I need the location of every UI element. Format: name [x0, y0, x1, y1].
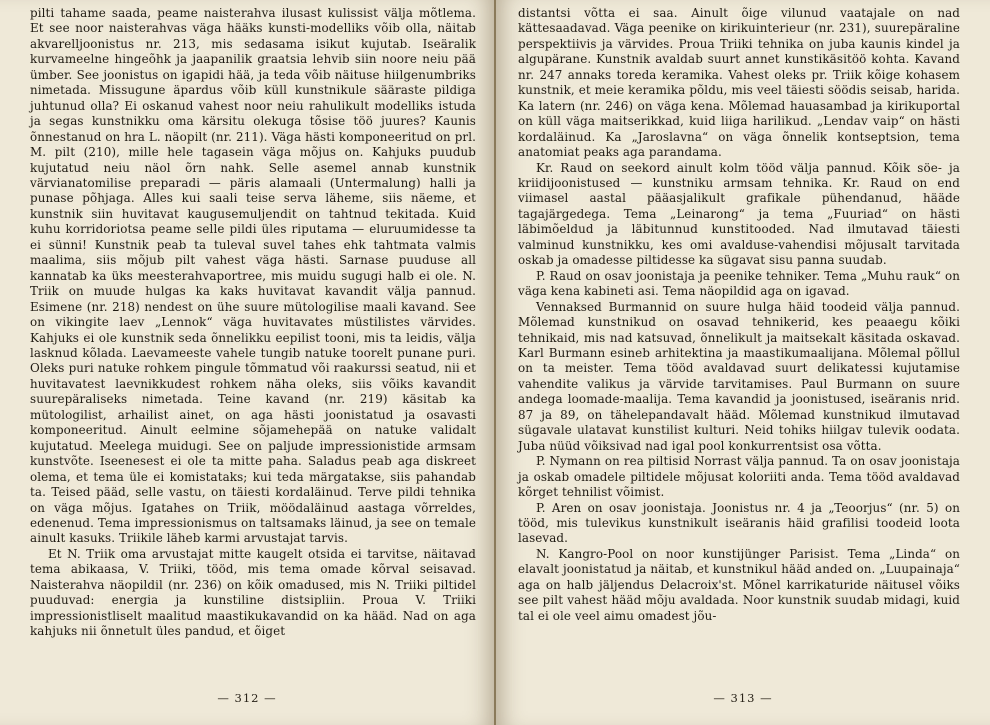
- right-paragraph-4: Vennaksed Burmannid on suure hulga häid toodeid välja pannud. Mõlemad kunstnikud on osavad tehnikerid, kes peaaegu kõiki tehnikaid, mis nad katsuvad, õnnelikult ja maitsekalt käsitada oskavad. Karl Burmann esineb arhitektina ja maastikumaalijana. Mõlemal põllul on ta meister. Tema tööd avaldavad suurt delikatessi kujutamise vahendite valikus ja värvide tarvitamises. Paul Burmann on suure andega loomade-maalija. Tema kavandid ja joonistused, iseäranis nrid. 87 ja 89, on tähelepandavalt hääd. Mõlemad kunstnikud ilmutavad sügavale ulatavat kunstilist kulturi. Neid tohiks hiilgav tulevik oodata. Juba nüüd võiksivad nad igal pool konkurrentsist osa võtta.: [518, 299, 960, 453]
- right-paragraph-2: Kr. Raud on seekord ainult kolm tööd välja pannud. Kõik söe- ja kriidijoonistused — kunstniku armsam tehnika. Kr. Raud on end viimasel aastal pääasjalikult grafikale pühendanud, hääde tagajärgedega. Tema „Leinarong“ ja tema „Fuuriad“ on hästi läbimõeldud ja läbitunnud kunstitooded. Nad ilmutavad täiesti valminud kunstnikku, kes omi avalduse-vahendisi mõjusalt tarvitada oskab ja omadesse piltidesse ka sügavat sisu panna suudab.: [518, 160, 960, 268]
- left-paragraph-1: pilti tahame saada, peame naisterahva ilusast kulissist välja mõtlema. Et see noor naisterahvas väga hääks kunsti-modelliks võib olla, näitab akvarelljoonistus nr. 213, mis sedasama isikut kujutab. Iseäralik kurvameelne hingeõhk ja jaapanilik graatsia lehvib siin noore neiu pää ümber. See joonistus on igapidi hää, ja teda võib näituse hiilgenumbriks nimetada. Missugune äpardus võib küll kunstnikule sääraste pildiga juhtunud olla? Ei oskanud vahest noor neiu rahulikult modelliks istuda ja segas kunstnikku oma kärsitu olekuga tõsise töö juures? Kaunis õnnestanud on hra L. näopilt (nr. 211). Väga hästi komponeeritud on prl. M. pilt (210), mille hele tagasein väga mõjus on. Kahjuks puudub kujutatud neiu näol õrn nahk. Selle asemel annab kunstnik värvianatomilise preparadi — päris alamaali (Untermalung) halli ja punase põhjaga. Alles kui saali teise serva läheme, siis näeme, et kunstnik siin huvitavat kaugusemuljendit on tahtnud tekitada. Kuid kuhu korridoriotsa peame selle pildi üles riputama — eluruumidesse ta ei sünni! Kunstnik peab ta tuleval suvel tahes ehk tahtmata valmis maalima, siis mõjub pilt vahest väga hästi. Sarnase puuduse all kannatab ka üks meesterahvaportree, mis muidu sugugi halb ei ole. N. Triik on muude hulgas ka kaks huvitavat kavandit välja pannud. Esimene (nr. 218) nendest on ühe suure mütologilise maali kavand. See on vikingite laev „Lennok“ väga huvitavates müstilistes värvides. Kahjuks ei ole kunstnik seda õnnelikku eepilist tooni, mis ta leidis, välja lasknud kõlada. Laevameeste vahele tungib natuke toorelt punane puri. Oleks puri natuke rohkem pingule tõmmatud või raakurssi seatud, nii et huvitavatest laevnikkudest rohkem näha oleks, siis võiks kavandit suurepäraliseks nimetada. Teine kavand (nr. 219) käsitab ka mütologilist, arhailist ainet, on aga hästi joonistatud ja osavasti komponeeritud. Ainult eelmine sõjamehepää on natuke validalt kujutatud. Meelega muidugi. See on paljude impressionistide armsam kunstvõte. Iseenesest ei ole ta mitte paha. Saladus peab aga diskreet olema, et tema üle ei komistataks; kui teda märgatakse, siis pahandab ta. Teised pääd, selle vastu, on täiesti kordaläinud. Terve pildi tehnika on väga mõjus. Igatahes on Triik, möödaläinud aastaga võrreldes, edenenud. Tema impressionismus on taltsamaks läinud, ja see on temale ainult kasuks. Triikile läheb karmi arvustajat tarvis.: [30, 6, 476, 546]
- right-paragraph-5: P. Nymann on rea piltisid Norrast välja pannud. Ta on osav joonistaja ja oskab omadele piltidele mõjusat koloriiti anda. Tema tööd avaldavad kõrget tehnilist võimist.: [518, 454, 960, 500]
- page-number-left: — 312 —: [217, 691, 277, 705]
- right-page-text: [518, 6, 960, 624]
- left-paragraph-2: Et N. Triik oma arvustajat mitte kaugelt otsida ei tarvitse, näitavad tema abikaasa, V. Triiki, tööd, mis tema omade kõrval seisavad. Naisterahva näopildil (nr. 236) on kõik omadused, mis N. Triiki piltidel puuduvad: energia ja kunstiline distsipliin. Proua V. Triiki impressionistliselt maalitud maastikukavandid on ka hääd. Nad on aga kahjuks nii õnnetult üles pandud, et õiget: [30, 546, 476, 639]
- page-number-right: — 313 —: [713, 691, 773, 705]
- right-paragraph-7: N. Kangro-Pool on noor kunstijünger Parisist. Tema „Linda“ on elavalt joonistatud ja näitab, et kunstnikul hääd anded on. „Luupainaja“ aga on halb jäljendus Delacroix'st. Mõnel karrikaturide näitusel võiks see pilt vahest hääd mõju avaldada. Noor kunstnik suudab midagi, kuid tal ei ole veel aimu omadest jõu-: [518, 546, 960, 623]
- left-page-text: [30, 6, 476, 640]
- right-paragraph-6: P. Aren on osav joonistaja. Joonistus nr. 4 ja „Teoorjus“ (nr. 5) on tööd, mis tulevikus kunstnikult iseäranis häid grafilisi toodeid loota lasevad.: [518, 500, 960, 546]
- left-page: [0, 0, 494, 725]
- right-paragraph-1: distantsi võtta ei saa. Ainult õige vilunud vaatajale on nad kättesaadavad. Väga peenike on kirikuinterieur (nr. 231), suurepäraline perspektiivis ja värvides. Proua Triiki tehnika on juba kaunis kindel ja algupärane. Kunstnik avaldab suurt annet kunstikäsitöö kohta. Kavand nr. 247 annaks toreda keramika. Vahest oleks pr. Triik kõige kohasem kunstnik, et meie keramika põldu, mis veel täiesti söödis seisab, harida. Ka latern (nr. 246) on väga kena. Mõlemad hauasambad ja kirikuportal on küll väga maitserikkad, kuid liiga harilikud. „Lendav vaip“ on hästi kordaläinud. Ka „Jaroslavna“ on väga õnnelik kontseptsion, tema anatomiat peaks aga parandama.: [518, 6, 960, 160]
- right-paragraph-3: P. Raud on osav joonistaja ja peenike tehniker. Tema „Muhu rauk“ on väga kena kabineti asi. Tema näopildid aga on igavad.: [518, 268, 960, 299]
- right-page: [496, 0, 990, 725]
